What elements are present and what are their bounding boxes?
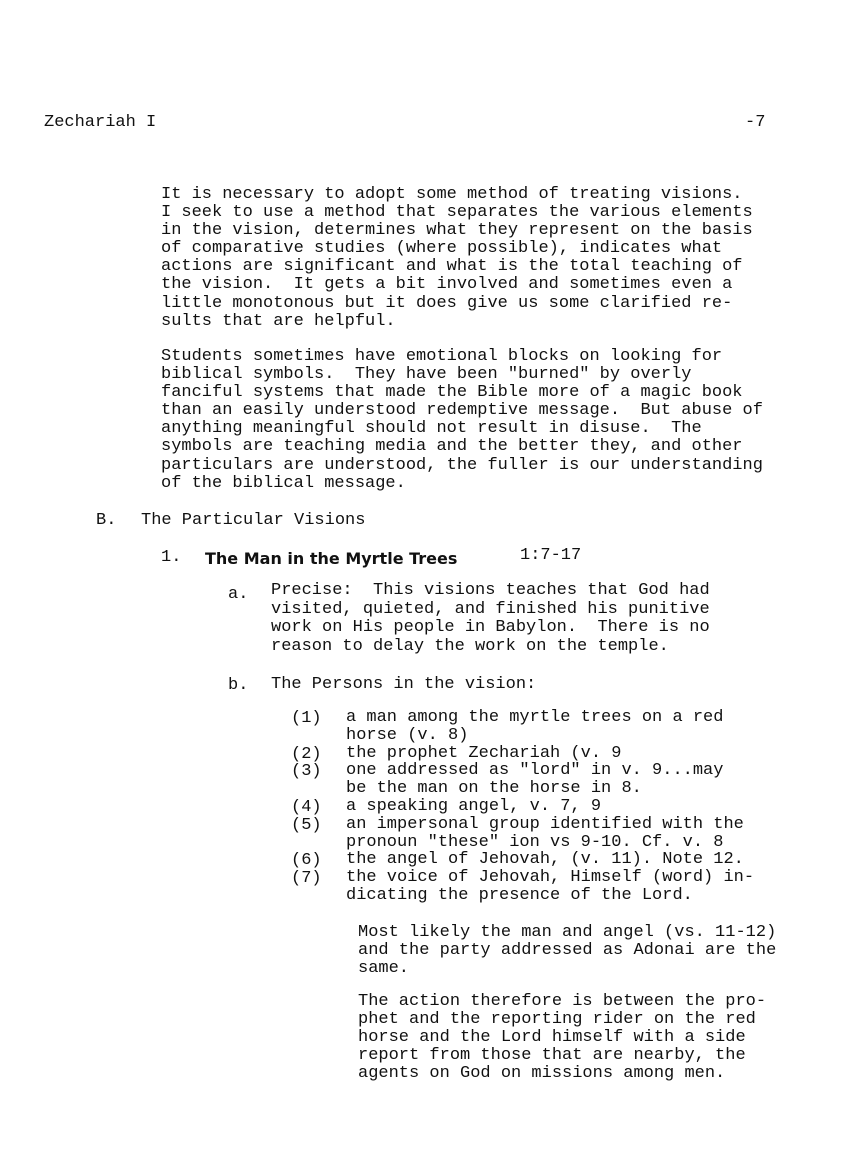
paragraph-line: of comparative studies (where possible), indicates what bbox=[161, 239, 723, 259]
list-number: (2) bbox=[291, 744, 322, 764]
section-b-heading: The Particular Visions bbox=[141, 511, 366, 530]
list-line: the angel of Jehovah, (v. 11). Note 12. bbox=[346, 850, 744, 870]
paragraph-line: the vision. It gets a bit involved and sometimes even a bbox=[161, 275, 733, 295]
list-line: be the man on the horse in 8. bbox=[346, 779, 642, 799]
list-number: (4) bbox=[291, 797, 322, 817]
list-line: a man among the myrtle trees on a red bbox=[346, 708, 724, 727]
paragraph-line: Students sometimes have emotional blocks on looking for bbox=[161, 347, 723, 366]
list-item bbox=[291, 814, 744, 852]
note-line: Most likely the man and angel (vs. 11-12) bbox=[358, 923, 777, 942]
note-line: The action therefore is between the pro- bbox=[358, 992, 767, 1011]
paragraph-line: fanciful systems that made the Bible more of a magic book bbox=[161, 383, 743, 403]
list-number: (1) bbox=[291, 709, 322, 728]
note-line: horse and the Lord himself with a side bbox=[358, 1028, 746, 1047]
list-item bbox=[291, 850, 744, 871]
paragraph-line: sults that are helpful. bbox=[161, 311, 396, 331]
note-paragraph-action bbox=[358, 993, 766, 1083]
note-line: same. bbox=[358, 959, 410, 978]
item-a-marker: a. bbox=[228, 585, 249, 604]
paragraph-line: anything meaningful should not result in disuse. The bbox=[161, 419, 702, 439]
item-b-heading: The Persons in the vision: bbox=[271, 675, 537, 694]
paragraph-line: of the biblical message. bbox=[161, 473, 406, 493]
list-item bbox=[291, 708, 724, 745]
list-line: one addressed as "lord" in v. 9...may bbox=[346, 761, 724, 781]
note-line: and the party addressed as Adonai are the bbox=[358, 941, 777, 960]
intro-paragraph-methods bbox=[161, 186, 811, 331]
list-number: (3) bbox=[291, 762, 322, 782]
list-item bbox=[291, 868, 755, 905]
list-line: dicating the presence of the Lord. bbox=[346, 885, 693, 905]
note-paragraph-identity bbox=[358, 924, 776, 978]
list-line: an impersonal group identified with the bbox=[346, 814, 744, 834]
list-line: horse (v. 8) bbox=[346, 725, 469, 745]
list-number: (5) bbox=[291, 815, 322, 835]
paragraph-line: I seek to use a method that separates the various elements bbox=[161, 203, 753, 223]
vision-1-title: The Man in the Myrtle Trees bbox=[205, 549, 458, 568]
vision-1-marker: 1. bbox=[161, 548, 182, 567]
list-line: a speaking angel, v. 7, 9 bbox=[346, 796, 602, 816]
note-line: agents on God on missions among men. bbox=[358, 1064, 726, 1083]
list-number: (6) bbox=[291, 851, 322, 871]
paragraph-line: in the vision, determines what they represent on the basis bbox=[161, 221, 753, 241]
paragraph-line: little monotonous but it does give us some clarified re- bbox=[161, 293, 733, 313]
item-b-marker: b. bbox=[228, 676, 249, 695]
paragraph-line: symbols are teaching media and the better they, and other bbox=[161, 437, 743, 457]
list-line: the voice of Jehovah, Himself (word) in- bbox=[346, 868, 755, 888]
vision-1-reference: 1:7-17 bbox=[520, 546, 582, 565]
running-header-title: Zechariah I bbox=[44, 113, 157, 132]
note-line: phet and the reporting rider on the red bbox=[358, 1010, 756, 1029]
paragraph-line: biblical symbols. They have been "burned" by overly bbox=[161, 365, 692, 385]
note-line: report from those that are nearby, the bbox=[358, 1046, 746, 1065]
list-item bbox=[291, 761, 724, 799]
item-a-text bbox=[271, 582, 710, 656]
page-number: -7 bbox=[745, 113, 766, 132]
item-line: visited, quieted, and finished his punitive bbox=[271, 599, 710, 619]
list-item bbox=[291, 745, 699, 763]
list-line: pronoun "these" ion vs 9-10. Cf. v. 8 bbox=[346, 832, 724, 852]
intro-paragraph-symbols bbox=[161, 348, 811, 493]
persons-list bbox=[291, 708, 755, 905]
item-line: work on His people in Babylon. There is no bbox=[271, 618, 710, 637]
paragraph-line: It is necessary to adopt some method of treating visions. bbox=[161, 185, 743, 204]
paragraph-line: than an easily understood redemptive message. But abuse of bbox=[161, 401, 763, 421]
list-number: (7) bbox=[291, 869, 322, 889]
list-line: the prophet Zechariah (v. 9 bbox=[346, 743, 622, 763]
item-line: Precise: This visions teaches that God had bbox=[271, 581, 710, 600]
paragraph-line: actions are significant and what is the total teaching of bbox=[161, 257, 743, 277]
item-line: reason to delay the work on the temple. bbox=[271, 636, 669, 656]
paragraph-line: particulars are understood, the fuller is our understanding bbox=[161, 455, 763, 475]
list-item bbox=[291, 798, 699, 816]
section-b-marker: B. bbox=[96, 511, 117, 530]
